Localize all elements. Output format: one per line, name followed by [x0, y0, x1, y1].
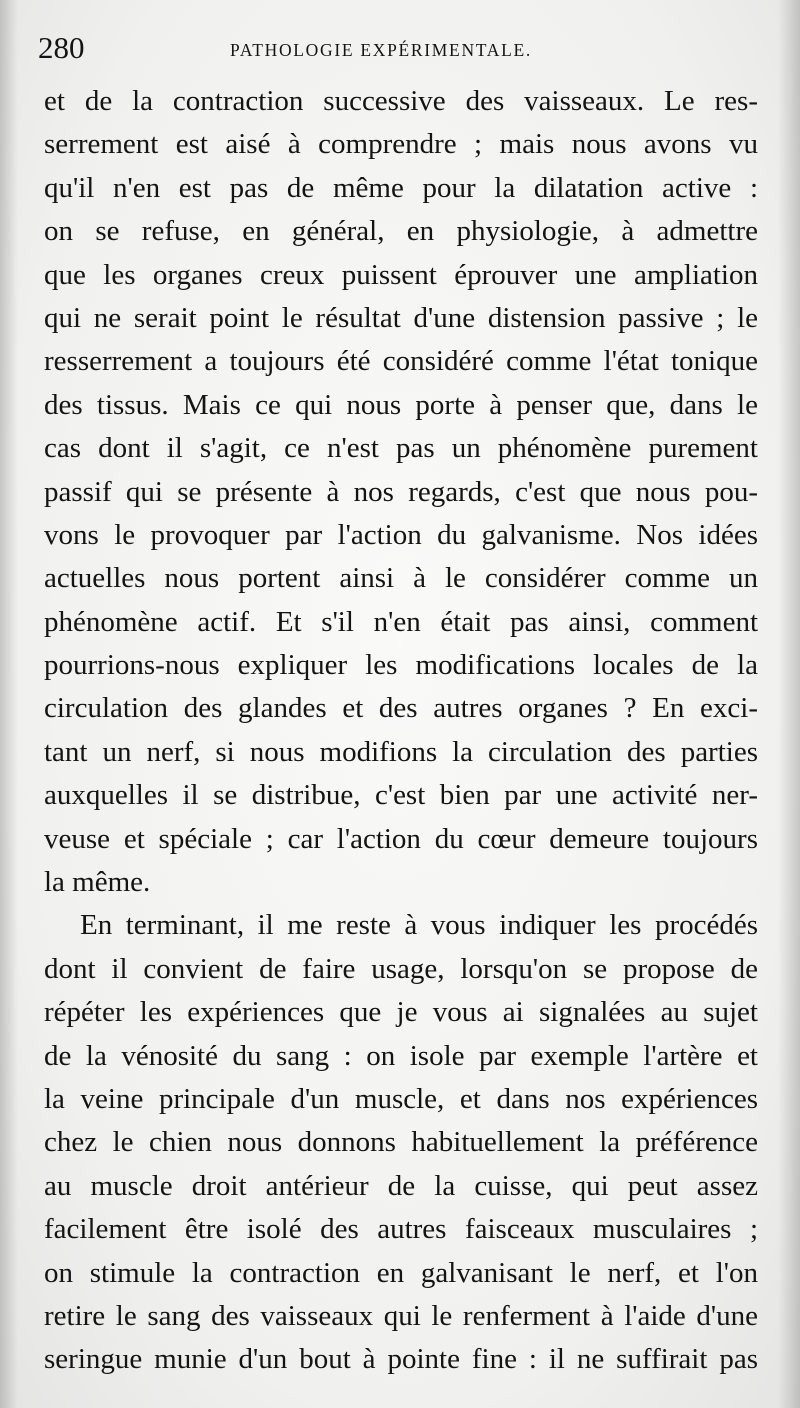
- page-header: [38, 30, 768, 74]
- text-line: serrement est aisé à comprendre ; mais nous avons vu: [44, 128, 758, 161]
- page-edge-shadow-right: [778, 0, 800, 1408]
- text-line: chez le chien nous donnons habituellement la préférence: [44, 1126, 758, 1159]
- text-line: dont il convient de faire usage, lorsqu'on se propose de: [44, 952, 758, 985]
- text-line: de la vénosité du sang : on isole par exemple l'artère et: [44, 1039, 758, 1072]
- text-line: retire le sang des vaisseaux qui le renferment à l'aide d'une: [44, 1299, 758, 1332]
- body-text: [44, 80, 758, 1382]
- text-line: la veine principale d'un muscle, et dans nos expériences: [44, 1082, 758, 1115]
- text-line: facilement être isolé des autres faisceaux musculaires ;: [44, 1213, 758, 1246]
- page-number: 280: [38, 30, 85, 65]
- text-line: resserrement a toujours été considéré comme l'état tonique: [44, 345, 758, 378]
- text-line: passif qui se présente à nos regards, c'est que nous pou-: [44, 475, 758, 508]
- text-line: la même.: [44, 866, 151, 899]
- text-line: pourrions-nous expliquer les modifications locales de la: [44, 649, 758, 682]
- running-title: PATHOLOGIE EXPÉRIMENTALE.: [230, 40, 532, 60]
- text-line: phénomène actif. Et s'il n'en était pas ainsi, comment: [44, 605, 758, 638]
- text-line: cas dont il s'agit, ce n'est pas un phénomène purement: [44, 432, 758, 465]
- text-line: circulation des glandes et des autres organes ? En exci-: [44, 692, 758, 725]
- text-line: veuse et spéciale ; car l'action du cœur demeure toujours: [44, 822, 758, 855]
- text-line: et de la contraction successive des vaisseaux. Le res-: [44, 85, 758, 117]
- text-line: qu'il n'en est pas de même pour la dilatation active :: [44, 171, 758, 204]
- text-line: qui ne serait point le résultat d'une distension passive ; le: [44, 301, 758, 334]
- text-line: que les organes creux puissent éprouver une ampliation: [44, 258, 758, 291]
- text-line: répéter les expériences que je vous ai signalées au sujet: [44, 996, 758, 1029]
- text-line: auxquelles il se distribue, c'est bien par une activité ner-: [44, 779, 758, 812]
- text-line: vons le provoquer par l'action du galvanisme. Nos idées: [44, 518, 758, 551]
- text-line: au muscle droit antérieur de la cuisse, qui peut assez: [44, 1169, 758, 1202]
- text-line: on stimule la contraction en galvanisant le nerf, et l'on: [44, 1256, 758, 1289]
- text-line: seringue munie d'un bout à pointe fine : il ne suffirait pas: [44, 1343, 758, 1376]
- text-line: tant un nerf, si nous modifions la circulation des parties: [44, 735, 758, 768]
- text-line: on se refuse, en général, en physiologie, à admettre: [44, 215, 758, 248]
- paragraph: [44, 80, 758, 904]
- text-line: actuelles nous portent ainsi à le considérer comme un: [44, 562, 758, 595]
- text-line: En terminant, il me reste à vous indiquer les procédés: [80, 909, 758, 942]
- paragraph: [44, 904, 758, 1381]
- page-edge-shadow-left: [0, 0, 18, 1408]
- text-line: des tissus. Mais ce qui nous porte à penser que, dans le: [44, 388, 758, 421]
